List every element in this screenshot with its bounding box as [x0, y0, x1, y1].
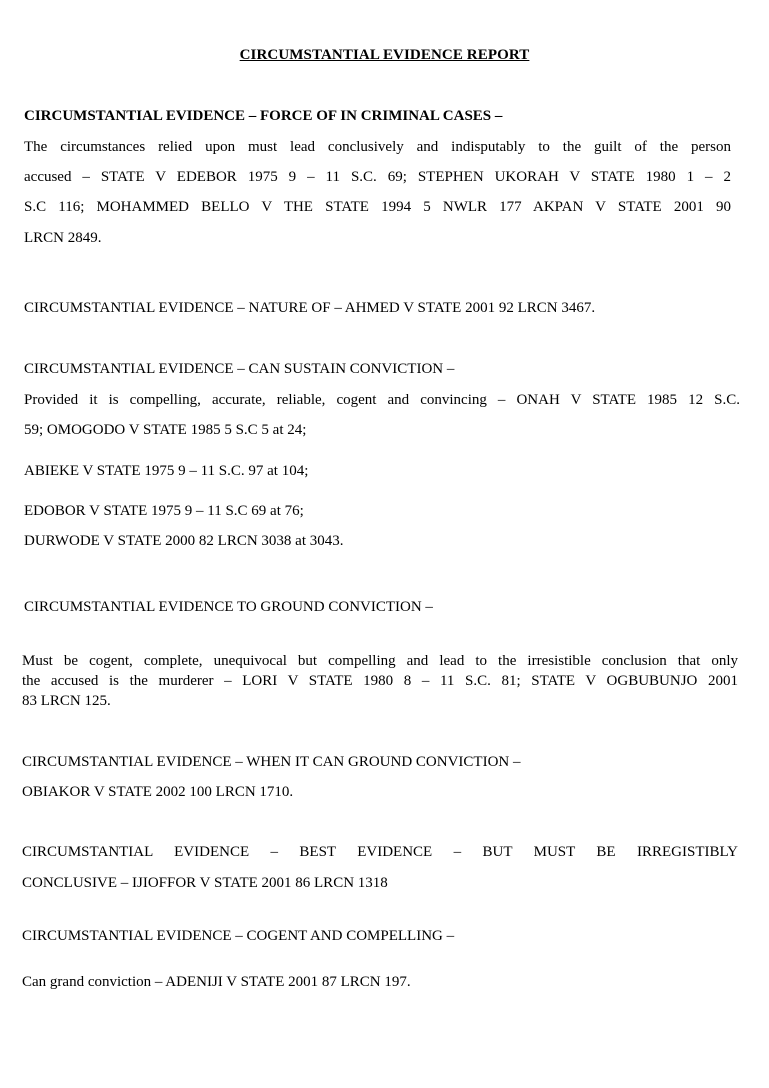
entry-4-line-2: Must be cogent, complete, unequivocal but compelling and lead to the irresistible conclusion that only [22, 653, 738, 669]
entry-7-line-2: Can grand conviction – ADENIJI V STATE 2001 87 LRCN 197. [22, 974, 411, 990]
entry-1-line-4: S.C 116; MOHAMMED BELLO V THE STATE 1994 5 NWLR 177 AKPAN V STATE 2001 90 [24, 199, 731, 215]
entry-3-line-5: EDOBOR V STATE 1975 9 – 11 S.C 69 at 76; [24, 503, 304, 519]
entry-4-line-3: the accused is the murderer – LORI V STATE 1980 8 – 11 S.C. 81; STATE V OGBUBUNJO 2001 [22, 673, 738, 689]
entry-4-heading: CIRCUMSTANTIAL EVIDENCE TO GROUND CONVICTION – [24, 599, 433, 615]
entry-3-line-2: Provided it is compelling, accurate, reliable, cogent and convincing – ONAH V STATE 1985 12 S.C. [24, 392, 740, 408]
entry-3-line-4: ABIEKE V STATE 1975 9 – 11 S.C. 97 at 104; [24, 463, 309, 479]
entry-5-heading: CIRCUMSTANTIAL EVIDENCE – WHEN IT CAN GROUND CONVICTION – [22, 754, 521, 770]
entry-3-heading: CIRCUMSTANTIAL EVIDENCE – CAN SUSTAIN CONVICTION – [24, 361, 455, 377]
entry-4-line-4: 83 LRCN 125. [22, 693, 111, 709]
entry-1-line-3: accused – STATE V EDEBOR 1975 9 – 11 S.C. 69; STEPHEN UKORAH V STATE 1980 1 – 2 [24, 169, 731, 185]
entry-5-line-2: OBIAKOR V STATE 2002 100 LRCN 1710. [22, 784, 294, 800]
document-title: CIRCUMSTANTIAL EVIDENCE REPORT [239, 47, 530, 63]
entry-6-heading: CIRCUMSTANTIAL EVIDENCE – BEST EVIDENCE – BUT MUST BE IRREGISTIBLY [22, 844, 738, 860]
entry-2-heading: CIRCUMSTANTIAL EVIDENCE – NATURE OF – AHMED V STATE 2001 92 LRCN 3467. [24, 300, 596, 316]
entry-1-line-2: The circumstances relied upon must lead conclusively and indisputably to the guilt of the person [24, 139, 731, 155]
entry-1-line-5: LRCN 2849. [24, 230, 102, 246]
entry-3-line-3: 59; OMOGODO V STATE 1985 5 S.C 5 at 24; [24, 422, 307, 438]
entry-1-heading: CIRCUMSTANTIAL EVIDENCE – FORCE OF IN CRIMINAL CASES – [24, 108, 503, 124]
entry-6-line-2: CONCLUSIVE – IJIOFFOR V STATE 2001 86 LRCN 1318 [22, 875, 388, 891]
entry-3-line-6: DURWODE V STATE 2000 82 LRCN 3038 at 3043. [24, 533, 344, 549]
entry-7-heading: CIRCUMSTANTIAL EVIDENCE – COGENT AND COMPELLING – [22, 928, 455, 944]
